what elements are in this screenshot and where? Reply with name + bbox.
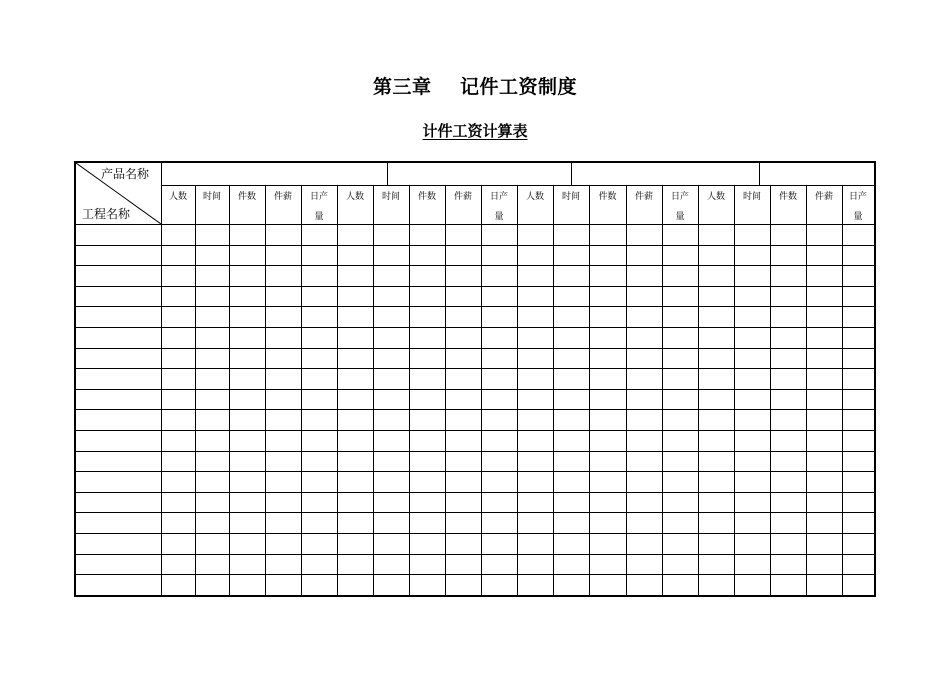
column-header: 时间	[381, 192, 400, 202]
table-hline-row	[76, 286, 874, 287]
table-hline-row	[76, 348, 874, 349]
page-title: 第三章 记件工资制度	[373, 76, 577, 98]
column-header: 时间	[561, 192, 580, 202]
column-header: 日产	[309, 192, 328, 202]
table-hline-header-bottom	[76, 224, 874, 225]
table-hline-row	[76, 471, 874, 472]
table-hline-row	[76, 409, 874, 410]
column-header: 件数	[778, 192, 797, 202]
column-header: 量	[675, 212, 685, 222]
table-vline-label-column	[161, 163, 162, 595]
column-header: 件数	[417, 192, 436, 202]
table-hline-row	[76, 245, 874, 246]
column-header: 人数	[345, 192, 364, 202]
table-hline-row	[76, 265, 874, 266]
table-hline-row	[76, 368, 874, 369]
column-header: 件数	[237, 192, 256, 202]
table-hline-subheader	[161, 185, 874, 186]
column-header: 人数	[525, 192, 544, 202]
table-hline-row	[76, 554, 874, 555]
product-group-divider	[571, 163, 572, 185]
table-hline-row	[76, 389, 874, 390]
column-header: 件薪	[453, 192, 472, 202]
column-header: 时间	[742, 192, 761, 202]
product-group-divider	[759, 163, 760, 185]
column-header: 时间	[202, 192, 221, 202]
column-header: 量	[853, 212, 863, 222]
corner-label-process: 工程名称	[82, 207, 131, 221]
table-hline-row	[76, 451, 874, 452]
column-header: 人数	[706, 192, 725, 202]
column-header: 件薪	[273, 192, 292, 202]
table-title: 计件工资计算表	[422, 122, 528, 140]
table-hline-row	[76, 327, 874, 328]
column-header: 人数	[168, 192, 187, 202]
table-hline-row	[76, 306, 874, 307]
column-header: 量	[494, 212, 504, 222]
table-hline-row	[76, 533, 874, 534]
corner-label-product: 产品名称	[101, 167, 150, 181]
table-hline-row	[76, 430, 874, 431]
column-header: 日产	[670, 192, 689, 202]
column-header: 日产	[489, 192, 508, 202]
column-header: 日产	[848, 192, 867, 202]
column-header: 量	[314, 212, 324, 222]
table-hline-row	[76, 492, 874, 493]
table-hline-row	[76, 512, 874, 513]
column-header: 件薪	[634, 192, 653, 202]
piecework-wage-table	[74, 161, 876, 597]
product-group-divider	[387, 163, 388, 185]
table-hline-row	[76, 574, 874, 575]
column-header: 件数	[598, 192, 617, 202]
column-header: 件薪	[814, 192, 833, 202]
